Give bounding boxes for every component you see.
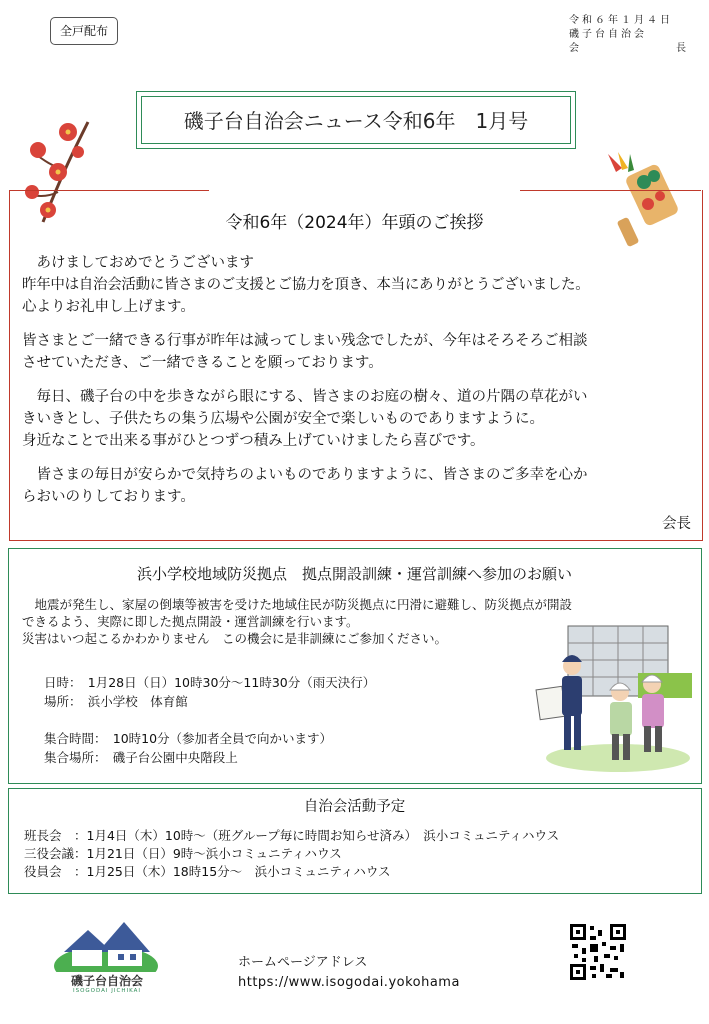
qr-code[interactable] [570,924,626,980]
issuer-role-right: 長 [676,43,689,54]
text-line: きいきとし、子供たちの集う広場や公園が安全で楽しいものでありますように。 [22,411,544,427]
text-line: らおいのりしております。 [22,489,195,505]
text-line: 心よりお礼申し上げます。 [22,299,195,315]
distribution-badge: 全戸配布 [50,17,118,45]
schedule-item: 役員会 ：1月25日（木）18時15分～ 浜小コミュニティハウス [24,864,391,879]
issuer-org: 磯子台自治会 [569,29,647,40]
schedule-item: 班長会 ：1月4日（木）10時～（班グループ毎に時間お知らせ済み） 浜小コミュニティハウス [24,828,560,843]
text-line: できるよう、実際に即した拠点開設・運営訓練を行います。 [22,614,359,629]
homepage-block [238,953,460,993]
greeting-paragraph [22,330,698,374]
drill-meet-place: 集合場所： 磯子台公園中央階段上 [44,750,238,765]
greeting-border-right [520,190,701,191]
greeting-paragraph [22,386,698,452]
house-logo-icon [54,914,158,972]
text-line: 毎日、磯子台の中を歩きながら眼にする、皆さまのお庭の樹々、道の片隅の草花がい [22,389,588,405]
evacuation-illustration [528,618,692,776]
drill-place: 場所： 浜小学校 体育館 [44,694,188,709]
issue-date: 令和６年１月４日 [569,15,673,26]
text-line: 皆さまの毎日が安らかで気持ちのよいものでありますように、皆さまのご多幸を心か [22,467,588,483]
drill-meet-time: 集合時間： 10時10分（参加者全員で向かいます） [44,731,333,746]
schedule-heading: 自治会活動予定 [303,799,406,815]
homepage-label: ホームページアドレス [238,955,368,970]
text-line: 災害はいつ起こるかわかりません この機会に是非訓練にご参加ください。 [22,631,448,646]
text-line: 昨年中は自治会活動に皆さまのご支援とご協力を頂き、本当にありがとうございました。 [22,277,590,293]
text-line: あけましておめでとうございます [22,255,254,271]
newsletter-title-box [136,91,576,149]
greeting-paragraph [22,464,698,508]
text-line: させていただき、ご一緒できることを願っております。 [22,355,383,371]
greeting-paragraph [22,252,698,318]
drill-datetime: 日時： 1月28日（日）10時30分～11時30分（雨天決行） [44,675,376,690]
greeting-border-left [9,190,209,191]
greeting-heading: 令和6年（2024年）年頭のご挨拶 [225,213,484,233]
text-line: 皆さまとご一緒できる行事が昨年は減ってしまい残念でしたが、今年はそろそろご相談 [22,333,588,349]
drill-heading: 浜小学校地域防災拠点 拠点開設訓練・運営訓練へ参加のお願い [136,565,572,583]
schedule-item: 三役会議：1月21日（日）9時～浜小コミュニティハウス [24,846,342,861]
newsletter-title: 磯子台自治会ニュース令和6年 1月号 [141,96,571,144]
logo-subtitle: ISOGODAI JICHIKAI [72,988,142,994]
logo-name: 磯子台自治会 [70,974,143,988]
issuer-role [569,42,689,56]
issuer-role-left: 会 [569,43,582,54]
text-line: 身近なことで出来る事がひとつずつ積み上げていけましたら喜びです。 [22,433,485,449]
homepage-url[interactable]: https://www.isogodai.yokohama [238,975,460,990]
text-line: 地震が発生し、家屋の倒壊等被害を受けた地域住民が防災拠点に円滑に避難し、防災拠点が開設 [22,597,573,612]
issuer-block [569,14,689,56]
greeting-signature: 会長 [662,516,691,532]
